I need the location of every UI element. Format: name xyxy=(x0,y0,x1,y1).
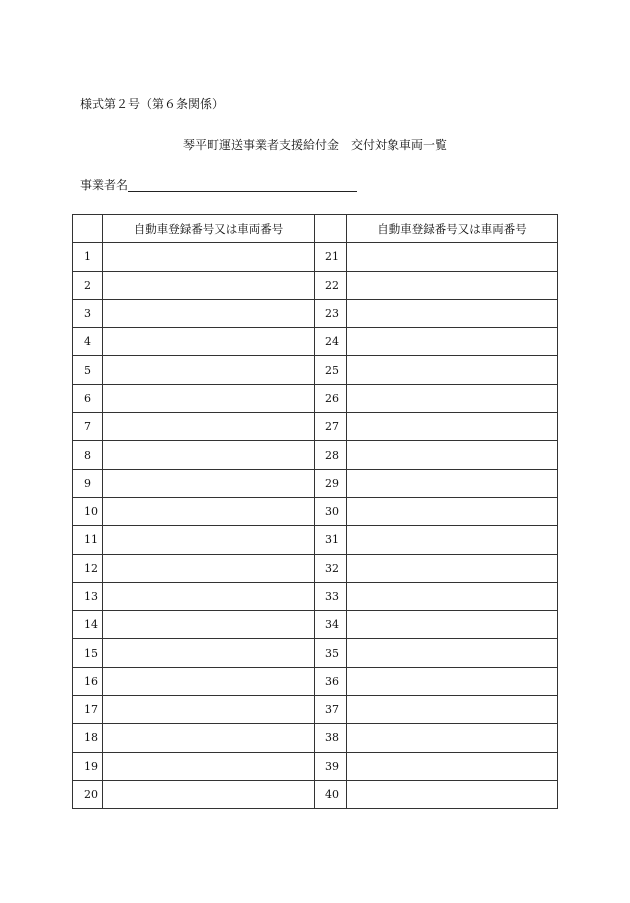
registration-entry-left[interactable] xyxy=(103,243,315,271)
table-row xyxy=(73,526,558,554)
table-row xyxy=(73,752,558,780)
row-number-right: 24 xyxy=(315,328,347,356)
form-number-label: 様式第２号（第６条関係） xyxy=(80,97,225,111)
row-number-right: 23 xyxy=(315,299,347,327)
registration-entry-left[interactable] xyxy=(103,413,315,441)
row-number-left: 17 xyxy=(73,696,103,724)
registration-entry-left[interactable] xyxy=(103,469,315,497)
row-number-right: 40 xyxy=(315,780,347,808)
row-number-left: 18 xyxy=(73,724,103,752)
registration-entry-right[interactable] xyxy=(347,752,558,780)
table-row xyxy=(73,724,558,752)
row-number-left: 20 xyxy=(73,780,103,808)
table-row xyxy=(73,667,558,695)
registration-entry-left[interactable] xyxy=(103,328,315,356)
table-row xyxy=(73,696,558,724)
registration-entry-right[interactable] xyxy=(347,299,558,327)
table-row xyxy=(73,582,558,610)
row-number-right: 26 xyxy=(315,384,347,412)
registration-entry-right[interactable] xyxy=(347,639,558,667)
row-number-right: 21 xyxy=(315,243,347,271)
registration-entry-left[interactable] xyxy=(103,667,315,695)
row-number-left: 10 xyxy=(73,497,103,525)
row-number-left: 13 xyxy=(73,582,103,610)
header-number-cell-left xyxy=(73,215,103,243)
row-number-left: 3 xyxy=(73,299,103,327)
row-number-right: 35 xyxy=(315,639,347,667)
table-header-row xyxy=(73,215,558,243)
header-registration-right: 自動車登録番号又は車両番号 xyxy=(347,215,558,243)
registration-entry-right[interactable] xyxy=(347,526,558,554)
registration-entry-right[interactable] xyxy=(347,413,558,441)
row-number-right: 38 xyxy=(315,724,347,752)
registration-entry-left[interactable] xyxy=(103,724,315,752)
registration-entry-right[interactable] xyxy=(347,696,558,724)
row-number-left: 2 xyxy=(73,271,103,299)
row-number-left: 15 xyxy=(73,639,103,667)
row-number-left: 16 xyxy=(73,667,103,695)
operator-name-label: 事業者名 xyxy=(80,178,129,192)
row-number-right: 32 xyxy=(315,554,347,582)
registration-entry-right[interactable] xyxy=(347,667,558,695)
table-row xyxy=(73,639,558,667)
table-row xyxy=(73,356,558,384)
registration-entry-left[interactable] xyxy=(103,271,315,299)
header-number-cell-right xyxy=(315,215,347,243)
registration-entry-left[interactable] xyxy=(103,526,315,554)
registration-entry-right[interactable] xyxy=(347,554,558,582)
row-number-left: 4 xyxy=(73,328,103,356)
registration-entry-right[interactable] xyxy=(347,243,558,271)
registration-entry-right[interactable] xyxy=(347,611,558,639)
table-row xyxy=(73,611,558,639)
registration-entry-left[interactable] xyxy=(103,384,315,412)
row-number-right: 37 xyxy=(315,696,347,724)
registration-entry-left[interactable] xyxy=(103,780,315,808)
table-row xyxy=(73,780,558,808)
vehicle-list-table xyxy=(72,214,558,809)
row-number-left: 14 xyxy=(73,611,103,639)
row-number-right: 29 xyxy=(315,469,347,497)
table-row xyxy=(73,299,558,327)
registration-entry-left[interactable] xyxy=(103,582,315,610)
registration-entry-left[interactable] xyxy=(103,752,315,780)
row-number-right: 39 xyxy=(315,752,347,780)
row-number-right: 25 xyxy=(315,356,347,384)
registration-entry-right[interactable] xyxy=(347,582,558,610)
table-row xyxy=(73,243,558,271)
registration-entry-right[interactable] xyxy=(347,271,558,299)
table-row xyxy=(73,328,558,356)
registration-entry-left[interactable] xyxy=(103,639,315,667)
registration-entry-right[interactable] xyxy=(347,724,558,752)
operator-name-field[interactable] xyxy=(128,179,357,192)
header-registration-left: 自動車登録番号又は車両番号 xyxy=(103,215,315,243)
row-number-right: 36 xyxy=(315,667,347,695)
table-row xyxy=(73,384,558,412)
row-number-right: 27 xyxy=(315,413,347,441)
row-number-left: 5 xyxy=(73,356,103,384)
row-number-right: 22 xyxy=(315,271,347,299)
registration-entry-right[interactable] xyxy=(347,356,558,384)
registration-entry-right[interactable] xyxy=(347,441,558,469)
row-number-left: 12 xyxy=(73,554,103,582)
table-row xyxy=(73,413,558,441)
row-number-left: 19 xyxy=(73,752,103,780)
table-row xyxy=(73,554,558,582)
registration-entry-left[interactable] xyxy=(103,299,315,327)
row-number-left: 9 xyxy=(73,469,103,497)
registration-entry-right[interactable] xyxy=(347,497,558,525)
row-number-left: 11 xyxy=(73,526,103,554)
registration-entry-left[interactable] xyxy=(103,696,315,724)
row-number-left: 7 xyxy=(73,413,103,441)
row-number-right: 34 xyxy=(315,611,347,639)
row-number-left: 1 xyxy=(73,243,103,271)
table-row xyxy=(73,271,558,299)
row-number-right: 31 xyxy=(315,526,347,554)
registration-entry-left[interactable] xyxy=(103,497,315,525)
row-number-left: 6 xyxy=(73,384,103,412)
table-row xyxy=(73,497,558,525)
table-row xyxy=(73,469,558,497)
registration-entry-right[interactable] xyxy=(347,780,558,808)
row-number-left: 8 xyxy=(73,441,103,469)
registration-entry-left[interactable] xyxy=(103,554,315,582)
registration-entry-right[interactable] xyxy=(347,469,558,497)
registration-entry-left[interactable] xyxy=(103,356,315,384)
document-title: 琴平町運送事業者支援給付金 交付対象車両一覧 xyxy=(182,138,447,152)
row-number-right: 33 xyxy=(315,582,347,610)
operator-name-row xyxy=(80,177,357,193)
row-number-right: 30 xyxy=(315,497,347,525)
registration-entry-left[interactable] xyxy=(103,611,315,639)
registration-entry-right[interactable] xyxy=(347,328,558,356)
registration-entry-left[interactable] xyxy=(103,441,315,469)
row-number-right: 28 xyxy=(315,441,347,469)
registration-entry-right[interactable] xyxy=(347,384,558,412)
table-row xyxy=(73,441,558,469)
